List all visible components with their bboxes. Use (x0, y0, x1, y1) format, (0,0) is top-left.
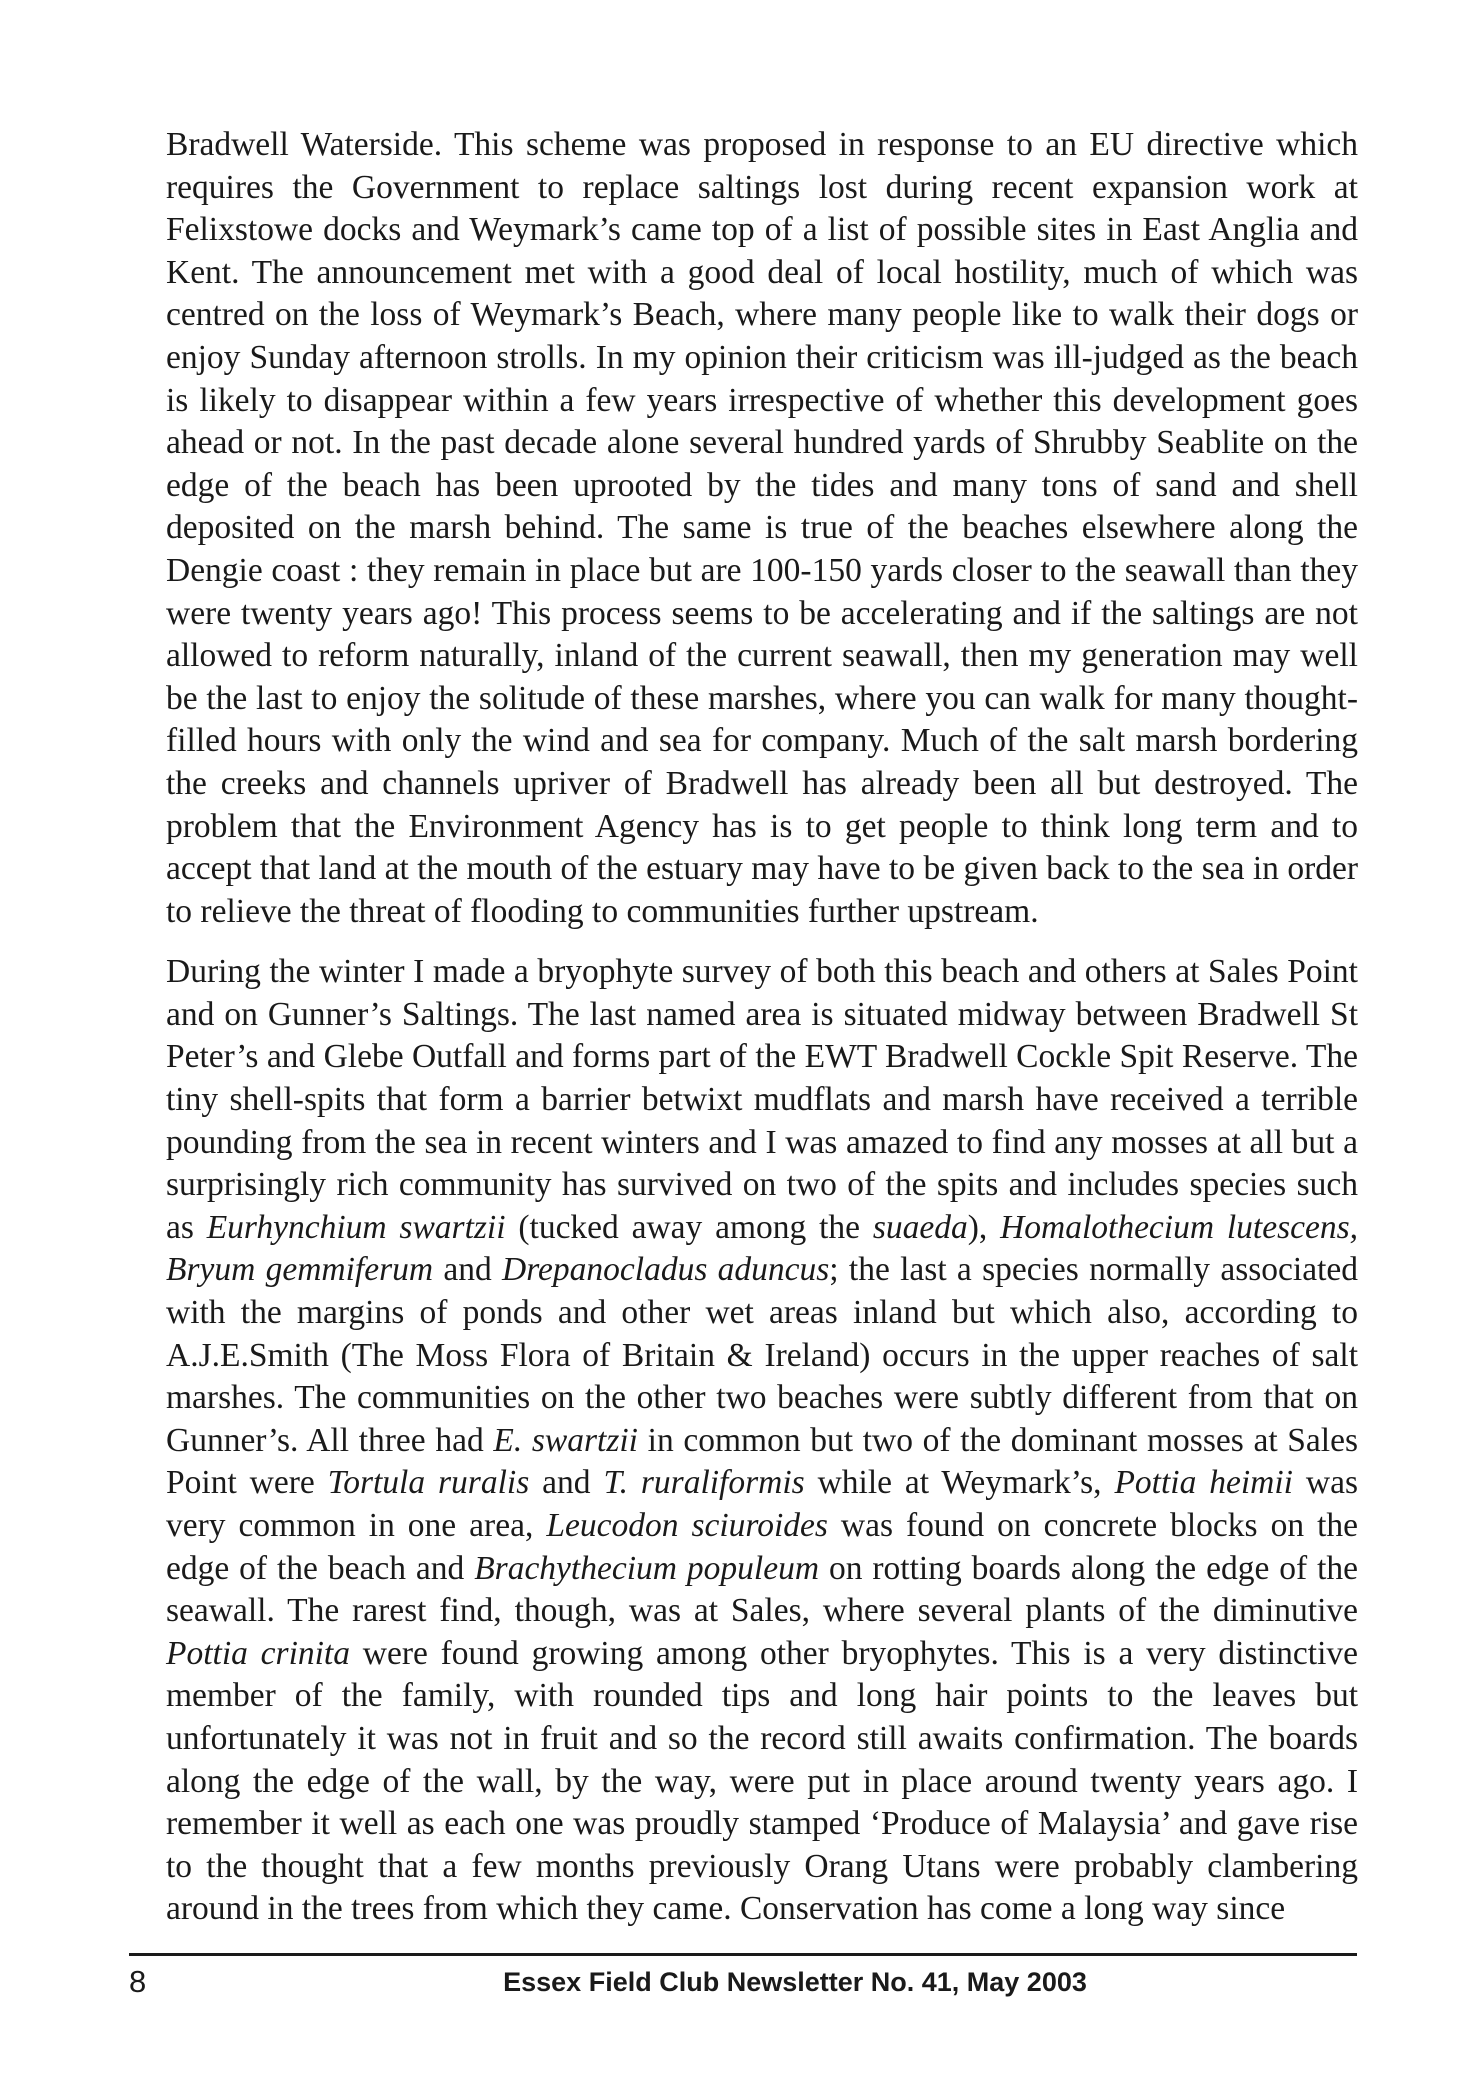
article-body (166, 124, 1358, 1931)
species-name: Pottia crinita (166, 1634, 350, 1672)
species-name: Pottia heimii (1114, 1464, 1293, 1502)
species-name: T. ruraliformis (603, 1464, 805, 1502)
paragraph-text: (tucked away among the (505, 1208, 873, 1246)
paragraph-text: ), (967, 1208, 1001, 1246)
paragraph-text: ; the last a species normally associated with the margins of ponds and other wet areas inland but which also, according to A.J.E.Smith (The Moss Flora of Britain & Ireland) occurs in the upper reaches of salt marshes. The communities on the other two beaches were subtly different from that on Gunner’s. All three had (166, 1251, 1358, 1459)
paragraph-text: in common but two of the dominant mosses at Sales Point were (166, 1421, 1359, 1502)
page-number: 8 (129, 1964, 147, 1999)
paragraph-text: Bradwell Waterside. This scheme was proposed in response to an EU directive which requires the Government to replace saltings lost during recent expansion work at Felixstowe docks and Weymark’s came top of a list of possible sites in East Anglia and Kent. The announcement met with a good deal of local hostility, much of which was centred on the loss of Weymark’s Beach, where many people like to walk their dogs or enjoy Sunday afternoon strolls. In my opinion their criticism was ill-judged as the beach is likely to disappear within a few years irrespective of whether this development goes ahead or not. In the past decade alone several hundred yards of Shrubby Seablite on the edge of the beach has been uprooted by the tides and many tons of sand and shell deposited on the marsh behind. The same is true of the beaches elsewhere along the Dengie coast : they remain in place but are 100-150 yards closer to the seawall than they were twenty years ago! This process seems to be accelerating and if the saltings are not allowed to reform naturally, inland of the current seawall, then my generation may well be the last to enjoy the solitude of these marshes, where you can walk for many thought-filled hours with only the wind and sea for company. Much of the salt marsh bordering the creeks and channels upriver of Bradwell has already been all but destroyed. The problem that the Environment Agency has is to get people to think long term and to accept that land at the mouth of the estuary may have to be given back to the sea in order to relieve the threat of flooding to communities further upstream. (166, 126, 1358, 930)
paragraph (166, 951, 1358, 1931)
paragraph (166, 124, 1358, 933)
newsletter-title: Essex Field Club Newsletter No. 41, May 2003 (503, 1967, 1087, 1997)
species-name: Drepanocladus aduncus (502, 1251, 830, 1289)
paragraph-text: and (529, 1464, 604, 1502)
paragraph-text: were found growing among other bryophytes. This is a very distinctive member of the family, with rounded tips and long hair points to the leaves but unfortunately it was not in fruit and so the record still awaits confirmation. The boards along the edge of the wall, by the way, were put in place around twenty years ago. I remember it well as each one was proudly stamped ‘Produce of Malaysia’ and gave rise to the thought that a few months previously Orang Utans were probably clambering around in the trees from which they came. Conservation has come a long way since (166, 1634, 1358, 1928)
species-name: Eurhynchium swartzii (206, 1208, 506, 1246)
paragraph-text: was very common in one area, (166, 1464, 1358, 1544)
paragraph-text: while at Weymark’s, (804, 1464, 1115, 1502)
species-name: Leucodon sciuroides (546, 1507, 828, 1544)
paragraph-text: During the winter I made a bryophyte survey of both this beach and others at Sales Point and on Gunner’s Saltings. The last named area is situated midway between Bradwell St Peter’s and Glebe Outfall and forms part of the EWT Bradwell Cockle Spit Reserve. The tiny shell-spits that form a barrier betwixt mudflats and marsh have received a terrible pounding from the sea in recent winters and I was amazed to find any mosses at all but a surprisingly rich community has survived on two of the spits and includes species such as (166, 953, 1358, 1246)
paragraph-text: on rotting boards along the edge of the seawall. The rarest find, though, was at Sales, where several plants of the diminutive (166, 1549, 1359, 1630)
species-name: suaeda (872, 1208, 968, 1246)
species-name: Brachythecium populeum (474, 1549, 820, 1587)
paragraph-text: and (433, 1251, 503, 1289)
species-name: E. swartzii (493, 1421, 638, 1459)
species-name: Tortula ruralis (327, 1464, 530, 1502)
paragraph-text: was found on concrete blocks on the edge of the beach and (166, 1507, 1358, 1587)
footer-divider (129, 1953, 1357, 1956)
species-name: Homalothecium lutescens, Bryum gemmiferum (166, 1208, 1359, 1289)
